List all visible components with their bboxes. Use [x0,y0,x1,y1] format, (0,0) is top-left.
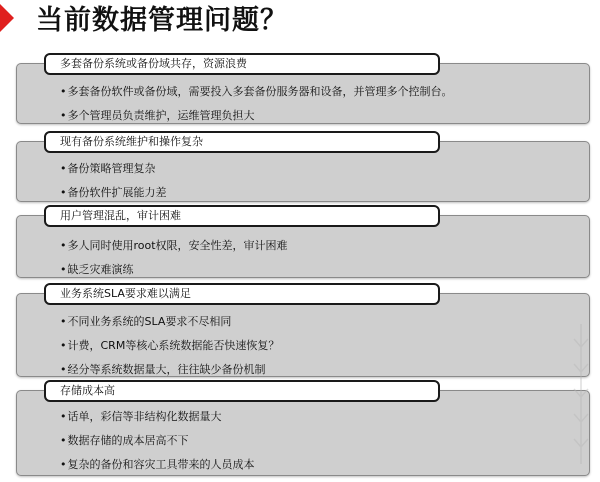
page-title: 当前数据管理问题？ [36,5,288,36]
list-item: • 多个管理员负责维护，运维管理负担大 [60,109,580,133]
list-item: • 多人同时使用root权限，安全性差，审计困难 [60,239,580,263]
section-5-bullets [60,410,580,482]
list-item: • 经分等系统数据量大，往往缺少备份机制 [60,363,580,387]
list-item: • 计费，CRM等核心系统数据能否快速恢复？ [60,339,580,363]
title-accent-triangle [0,4,14,32]
list-item: • 复杂的备份和容灾工具带来的人员成本 [60,458,580,482]
section-2-header: 现有备份系统维护和操作复杂 [44,131,440,153]
list-item: • 数据存储的成本居高不下 [60,434,580,458]
list-item: • 多套备份软件或备份域，需要投入多套备份服务器和设备，并管理多个控制台。 [60,85,580,109]
section-4-bullets [60,315,580,387]
decorative-watermark-icon [566,319,596,469]
section-3-bullets [60,239,580,287]
list-item: • 话单，彩信等非结构化数据量大 [60,410,580,434]
list-item: • 备份软件扩展能力差 [60,186,580,210]
section-1-header: 多套备份系统或备份域共存，资源浪费 [44,53,440,75]
section-3-header: 用户管理混乱，审计困难 [44,205,440,227]
section-1-bullets [60,85,580,133]
list-item: • 备份策略管理复杂 [60,162,580,186]
list-item: • 缺乏灾难演练 [60,263,580,287]
list-item: • 不同业务系统的SLA要求不尽相同 [60,315,580,339]
section-4-header: 业务系统SLA要求难以满足 [44,283,440,305]
section-2-bullets [60,162,580,210]
section-5-header: 存储成本高 [44,380,440,402]
